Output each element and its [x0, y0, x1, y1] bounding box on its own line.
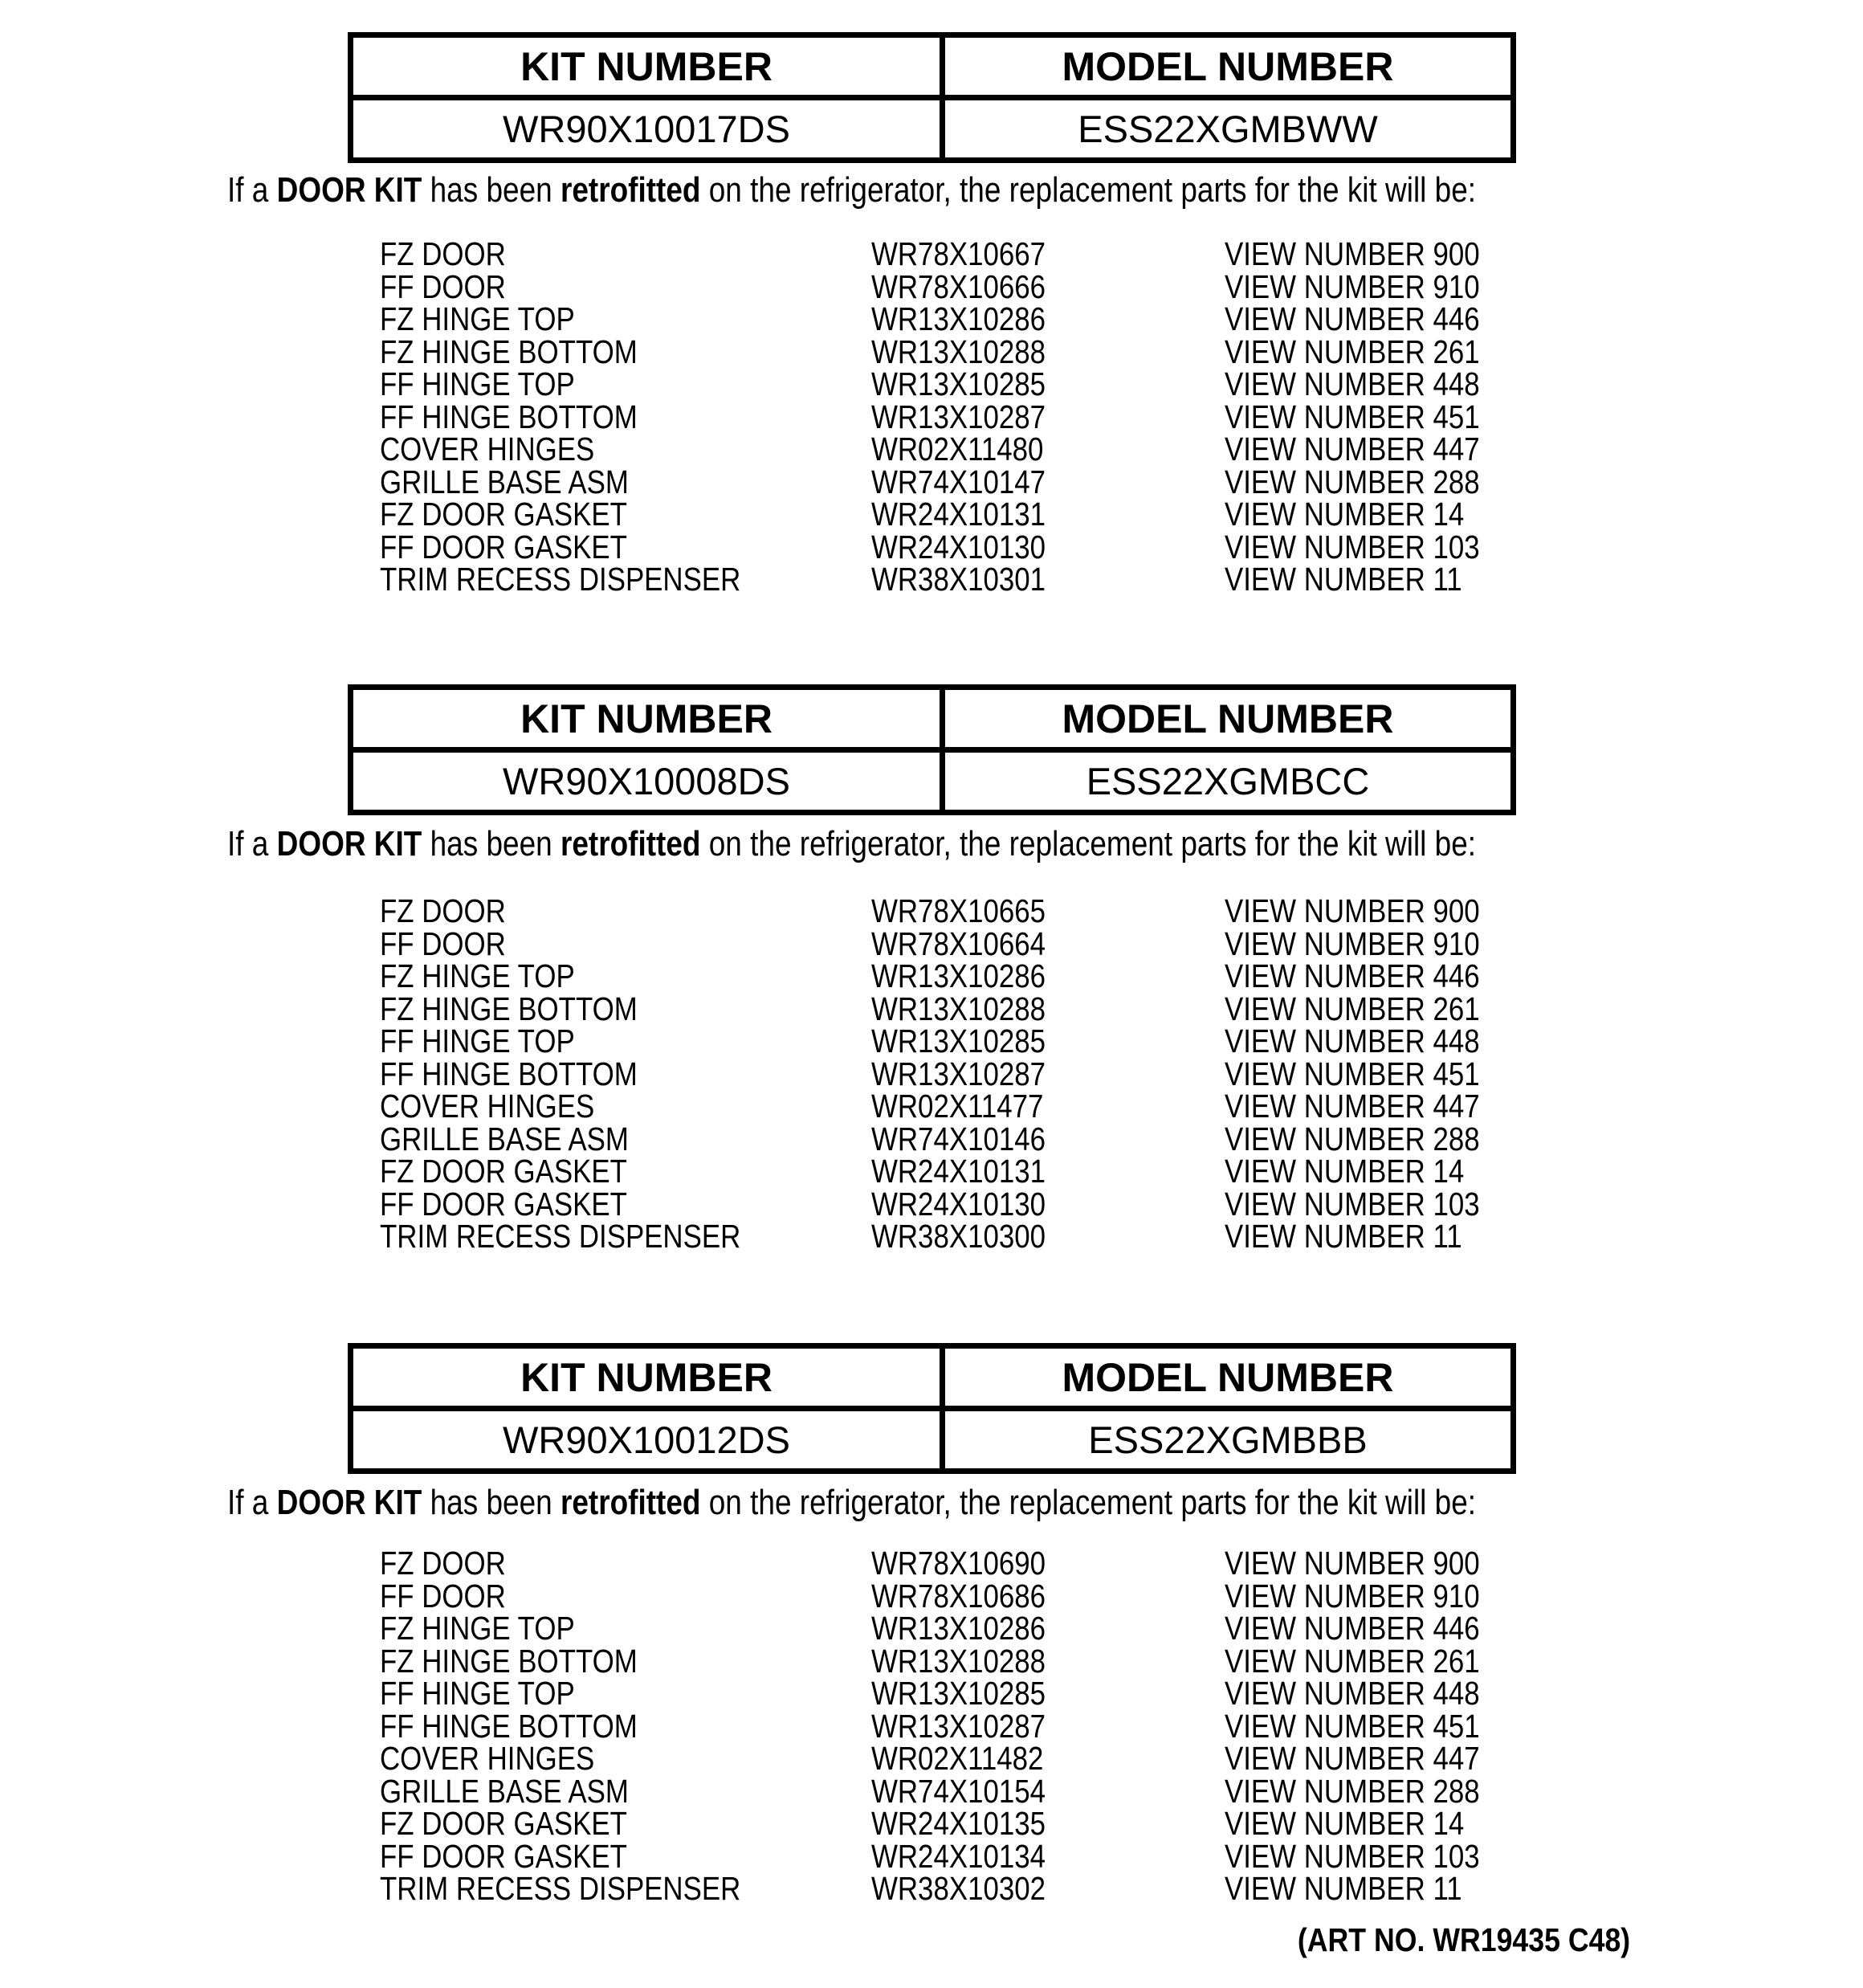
part-name: TRIM RECESS DISPENSER	[380, 561, 741, 598]
retrofit-note-bold-text: DOOR KIT	[276, 170, 422, 210]
part-number: WR78X10665	[871, 892, 1046, 929]
part-name: FF HINGE TOP	[380, 365, 575, 402]
parts-row	[380, 1677, 1584, 1710]
retrofit-note-text: has been	[422, 1483, 561, 1522]
kit-number-header: KIT NUMBER	[353, 690, 945, 753]
parts-row	[380, 1872, 1584, 1905]
part-name: FF DOOR	[380, 267, 506, 305]
parts-row	[380, 498, 1584, 531]
part-number: WR13X10286	[871, 957, 1046, 994]
part-number: WR24X10130	[871, 528, 1046, 565]
parts-row	[380, 1642, 1584, 1680]
part-view: VIEW NUMBER 910	[1225, 1577, 1480, 1614]
part-name: FZ DOOR GASKET	[380, 496, 627, 533]
parts-row	[380, 1772, 1584, 1810]
part-number: WR74X10147	[871, 463, 1046, 500]
retrofit-note-text: has been	[422, 170, 561, 210]
part-name: COVER HINGES	[380, 1740, 595, 1777]
part-number: WR78X10667	[871, 235, 1046, 272]
parts-row	[380, 1707, 1584, 1745]
parts-row	[380, 365, 1584, 402]
part-name: FZ DOOR	[380, 235, 506, 272]
part-view: VIEW NUMBER 451	[1225, 1707, 1480, 1745]
part-view: VIEW NUMBER 900	[1225, 235, 1480, 272]
parts-row	[380, 1612, 1584, 1645]
part-number: WR38X10300	[871, 1218, 1046, 1255]
retrofit-note-text: If a	[227, 824, 277, 863]
part-name: GRILLE BASE ASM	[380, 1772, 629, 1810]
model-number-header: MODEL NUMBER	[945, 38, 1510, 100]
art-number-note: (ART NO. WR19435 C48)	[1297, 1921, 1630, 1958]
part-view: VIEW NUMBER 288	[1225, 1772, 1480, 1810]
part-view: VIEW NUMBER 446	[1225, 300, 1480, 337]
retrofit-note	[227, 826, 1476, 863]
part-view: VIEW NUMBER 103	[1225, 1837, 1480, 1875]
part-view: VIEW NUMBER 910	[1225, 925, 1480, 962]
part-view: VIEW NUMBER 448	[1225, 365, 1480, 402]
part-number: WR78X10690	[871, 1545, 1046, 1582]
part-number: WR74X10154	[871, 1772, 1046, 1810]
part-number: WR78X10686	[871, 1577, 1046, 1614]
part-name: FZ HINGE TOP	[380, 957, 575, 994]
part-view: VIEW NUMBER 103	[1225, 1185, 1480, 1223]
part-view: VIEW NUMBER 103	[1225, 528, 1480, 565]
parts-row	[380, 433, 1584, 466]
part-view: VIEW NUMBER 288	[1225, 1120, 1480, 1157]
parts-row	[380, 1837, 1584, 1875]
model-number-header: MODEL NUMBER	[945, 1349, 1510, 1411]
part-name: FF DOOR GASKET	[380, 1837, 627, 1875]
part-name: GRILLE BASE ASM	[380, 463, 629, 500]
part-name: FZ DOOR	[380, 1545, 506, 1582]
part-name: FF DOOR	[380, 925, 506, 962]
parts-row	[380, 957, 1584, 994]
parts-list-1	[380, 235, 1584, 598]
kit-number-header: KIT NUMBER	[353, 38, 945, 100]
part-number: WR13X10287	[871, 1055, 1046, 1092]
parts-row	[380, 1055, 1584, 1092]
part-name: FF HINGE BOTTOM	[380, 1055, 638, 1092]
part-view: VIEW NUMBER 447	[1225, 1088, 1480, 1125]
part-name: GRILLE BASE ASM	[380, 1120, 629, 1157]
parts-row	[380, 1577, 1584, 1614]
kit-model-table-2	[348, 684, 1516, 815]
part-number: WR02X11480	[871, 431, 1044, 467]
part-name: FF DOOR GASKET	[380, 528, 627, 565]
part-number: WR13X10285	[871, 1023, 1046, 1059]
part-number: WR13X10286	[871, 300, 1046, 337]
part-number: WR24X10130	[871, 1185, 1046, 1223]
part-number: WR74X10146	[871, 1120, 1046, 1157]
retrofit-note-bold-text: retrofitted	[560, 824, 701, 863]
part-number: WR38X10301	[871, 561, 1046, 598]
part-name: FF DOOR	[380, 1577, 506, 1614]
part-name: FF HINGE BOTTOM	[380, 398, 638, 435]
part-name: COVER HINGES	[380, 431, 595, 467]
retrofit-note	[227, 1484, 1476, 1521]
part-number: WR13X10287	[871, 1707, 1046, 1745]
part-number: WR13X10287	[871, 398, 1046, 435]
retrofit-note-bold-text: DOOR KIT	[276, 1483, 422, 1522]
part-name: COVER HINGES	[380, 1088, 595, 1125]
retrofit-note-text: on the refrigerator, the replacement parts for the kit will be:	[700, 1483, 1477, 1522]
part-name: FZ HINGE TOP	[380, 300, 575, 337]
part-number: WR13X10285	[871, 1675, 1046, 1712]
part-name: FF DOOR GASKET	[380, 1185, 627, 1223]
parts-row	[380, 1742, 1584, 1775]
part-number: WR13X10286	[871, 1610, 1046, 1647]
part-number: WR24X10135	[871, 1805, 1046, 1842]
part-number: WR78X10666	[871, 267, 1046, 305]
part-name: FZ DOOR	[380, 892, 506, 929]
retrofit-note-text: has been	[422, 824, 561, 863]
part-view: VIEW NUMBER 14	[1225, 1805, 1465, 1842]
part-view: VIEW NUMBER 448	[1225, 1023, 1480, 1059]
parts-row	[380, 267, 1584, 305]
parts-row	[380, 1547, 1584, 1580]
part-number: WR24X10134	[871, 1837, 1046, 1875]
part-name: FZ HINGE BOTTOM	[380, 990, 638, 1027]
retrofit-note-bold-text: retrofitted	[560, 170, 701, 210]
part-name: FZ HINGE BOTTOM	[380, 333, 638, 370]
retrofit-note-text: on the refrigerator, the replacement parts for the kit will be:	[700, 170, 1477, 210]
part-view: VIEW NUMBER 288	[1225, 463, 1480, 500]
part-view: VIEW NUMBER 261	[1225, 1642, 1480, 1680]
model-number-value: ESS22XGMBBB	[1088, 1419, 1368, 1461]
retrofit-note-bold-text: retrofitted	[560, 1483, 701, 1522]
kit-number-value: WR90X10017DS	[353, 100, 945, 157]
kit-number-value: WR90X10012DS	[353, 1411, 945, 1468]
kit-number-value: WR90X10008DS	[353, 753, 945, 810]
parts-row	[380, 463, 1584, 500]
parts-row	[380, 1090, 1584, 1123]
part-view: VIEW NUMBER 11	[1225, 1870, 1462, 1907]
part-view: VIEW NUMBER 900	[1225, 892, 1480, 929]
part-name: FZ DOOR GASKET	[380, 1805, 627, 1842]
part-view: VIEW NUMBER 900	[1225, 1545, 1480, 1582]
parts-row	[380, 990, 1584, 1027]
model-number-value: ESS22XGMBWW	[1078, 108, 1378, 150]
parts-row	[380, 333, 1584, 370]
part-view: VIEW NUMBER 446	[1225, 1610, 1480, 1647]
parts-row	[380, 892, 1584, 929]
part-number: WR13X10288	[871, 1642, 1046, 1680]
parts-row	[380, 1185, 1584, 1223]
parts-row	[380, 300, 1584, 337]
part-view: VIEW NUMBER 261	[1225, 990, 1480, 1027]
part-name: FZ HINGE TOP	[380, 1610, 575, 1647]
part-number: WR78X10664	[871, 925, 1046, 962]
part-name: TRIM RECESS DISPENSER	[380, 1218, 741, 1255]
part-view: VIEW NUMBER 910	[1225, 267, 1480, 305]
part-name: FZ HINGE BOTTOM	[380, 1642, 638, 1680]
part-number: WR13X10288	[871, 333, 1046, 370]
part-number: WR02X11477	[871, 1088, 1044, 1125]
part-view: VIEW NUMBER 446	[1225, 957, 1480, 994]
parts-row	[380, 235, 1584, 272]
part-name: FF HINGE TOP	[380, 1023, 575, 1059]
retrofit-note-text: on the refrigerator, the replacement parts for the kit will be:	[700, 824, 1477, 863]
model-number-value: ESS22XGMBCC	[1086, 760, 1370, 802]
parts-list-2	[380, 892, 1584, 1255]
part-number: WR13X10288	[871, 990, 1046, 1027]
part-view: VIEW NUMBER 447	[1225, 431, 1480, 467]
part-name: FF HINGE BOTTOM	[380, 1707, 638, 1745]
part-view: VIEW NUMBER 11	[1225, 561, 1462, 598]
part-name: TRIM RECESS DISPENSER	[380, 1870, 741, 1907]
retrofit-note-text: If a	[227, 170, 277, 210]
parts-row	[380, 398, 1584, 435]
parts-row	[380, 925, 1584, 962]
part-number: WR13X10285	[871, 365, 1046, 402]
kit-number-header: KIT NUMBER	[353, 1349, 945, 1411]
parts-row	[380, 1120, 1584, 1157]
kit-model-table-3	[348, 1343, 1516, 1474]
part-view: VIEW NUMBER 451	[1225, 1055, 1480, 1092]
part-name: FZ DOOR GASKET	[380, 1153, 627, 1190]
part-name: FF HINGE TOP	[380, 1675, 575, 1712]
kit-model-table-1	[348, 32, 1516, 163]
parts-row	[380, 528, 1584, 565]
part-number: WR24X10131	[871, 1153, 1046, 1190]
part-view: VIEW NUMBER 11	[1225, 1218, 1462, 1255]
retrofit-note-text: If a	[227, 1483, 277, 1522]
parts-row	[380, 563, 1584, 596]
part-view: VIEW NUMBER 261	[1225, 333, 1480, 370]
part-number: WR02X11482	[871, 1740, 1044, 1777]
parts-row	[380, 1807, 1584, 1840]
part-number: WR38X10302	[871, 1870, 1046, 1907]
model-number-header: MODEL NUMBER	[945, 690, 1510, 753]
parts-row	[380, 1025, 1584, 1058]
part-view: VIEW NUMBER 451	[1225, 398, 1480, 435]
part-view: VIEW NUMBER 14	[1225, 496, 1465, 533]
part-view: VIEW NUMBER 447	[1225, 1740, 1480, 1777]
retrofit-note-bold-text: DOOR KIT	[276, 824, 422, 863]
parts-list-3	[380, 1547, 1584, 1905]
part-view: VIEW NUMBER 448	[1225, 1675, 1480, 1712]
part-view: VIEW NUMBER 14	[1225, 1153, 1465, 1190]
parts-row	[380, 1155, 1584, 1188]
parts-row	[380, 1220, 1584, 1253]
retrofit-note	[227, 172, 1476, 209]
part-number: WR24X10131	[871, 496, 1046, 533]
